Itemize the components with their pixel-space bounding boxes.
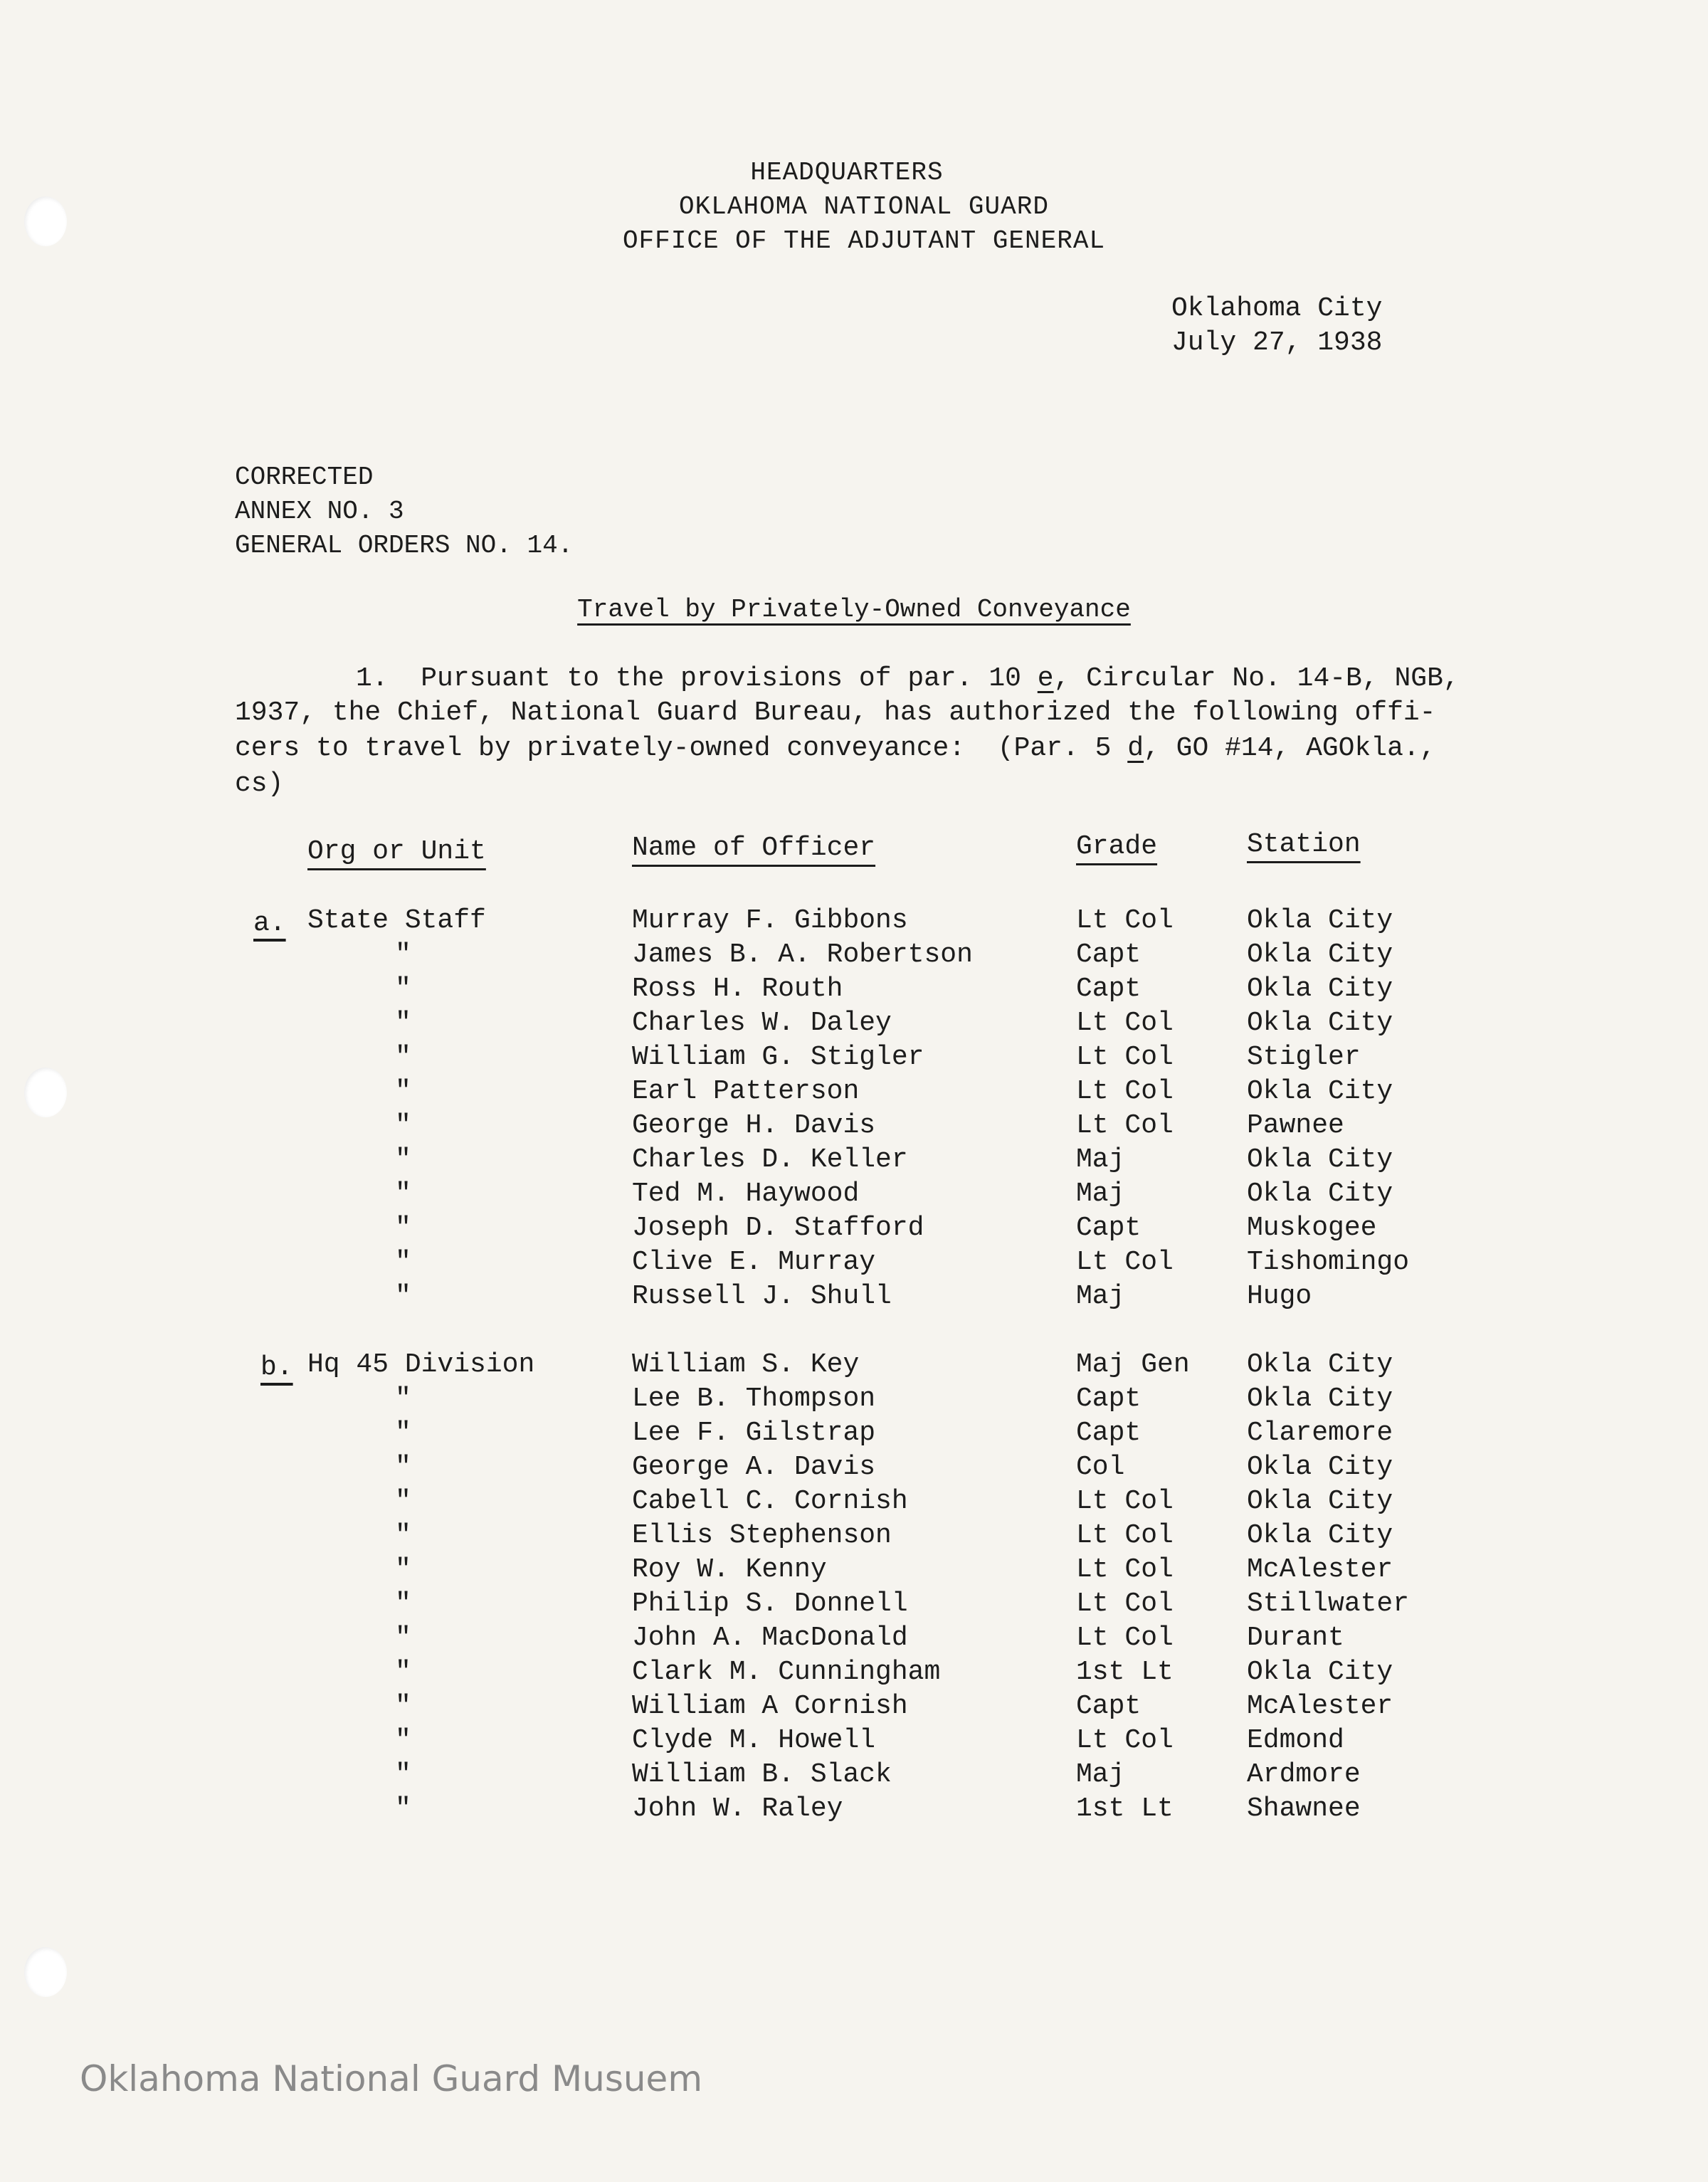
name-cell: Lee B. Thompson: [632, 1383, 876, 1414]
ditto-mark: ": [395, 1759, 411, 1790]
ditto-mark: ": [395, 974, 411, 1004]
ditto-mark: ": [395, 1691, 411, 1722]
document-title-text: Travel by Privately-Owned Conveyance: [577, 595, 1131, 624]
grade-cell: 1st Lt: [1076, 1657, 1174, 1687]
paragraph-line-4: cs): [235, 769, 284, 799]
binder-hole: [24, 1947, 67, 1997]
ditto-mark: ": [395, 1110, 411, 1141]
ditto-mark: ": [395, 1076, 411, 1107]
reference-line-3: GENERAL ORDERS NO. 14.: [235, 531, 574, 560]
station-cell: Stillwater: [1247, 1588, 1410, 1619]
paragraph-text: , Circular No. 14-B, NGB,: [1053, 663, 1460, 694]
ditto-mark: ": [395, 1486, 411, 1517]
name-cell: John W. Raley: [632, 1793, 843, 1824]
name-cell: Roy W. Kenny: [632, 1554, 827, 1585]
station-cell: Muskogee: [1247, 1213, 1377, 1243]
name-cell: Cabell C. Cornish: [632, 1486, 908, 1517]
station-cell: Okla City: [1247, 905, 1393, 936]
name-cell: John A. MacDonald: [632, 1623, 908, 1653]
grade-cell: Maj: [1076, 1179, 1125, 1209]
grade-cell: Capt: [1076, 974, 1142, 1004]
table-row: [0, 1042, 1708, 1076]
place: Oklahoma City: [1171, 293, 1383, 324]
grade-cell: Lt Col: [1076, 1076, 1174, 1107]
name-cell: Clark M. Cunningham: [632, 1657, 941, 1687]
table-row: [0, 1383, 1708, 1418]
paragraph-underlined: e: [1037, 663, 1054, 694]
ditto-mark: ": [395, 1008, 411, 1038]
name-cell: Philip S. Donnell: [632, 1588, 908, 1619]
grade-cell: Lt Col: [1076, 1588, 1174, 1619]
grade-cell: Capt: [1076, 1383, 1142, 1414]
name-cell: Ellis Stephenson: [632, 1520, 892, 1551]
grade-cell: Lt Col: [1076, 1725, 1174, 1756]
paragraph-line-3: [235, 733, 1436, 764]
reference-line-2: ANNEX NO. 3: [235, 497, 404, 526]
ditto-mark: ": [395, 1247, 411, 1277]
paragraph-text: , GO #14, AGOkla.,: [1144, 733, 1436, 764]
table-row: [0, 1623, 1708, 1657]
unit-cell: Hq 45 Division: [307, 1349, 535, 1380]
station-cell: McAlester: [1247, 1554, 1393, 1585]
table-row: [0, 1110, 1708, 1144]
name-cell: Joseph D. Stafford: [632, 1213, 924, 1243]
paragraph-text: cers to travel by privately-owned conveyance: (Par. 5: [235, 733, 1128, 764]
ditto-mark: ": [395, 1383, 411, 1414]
ditto-mark: ": [395, 1623, 411, 1653]
station-cell: Okla City: [1247, 1349, 1393, 1380]
ditto-mark: ": [395, 1725, 411, 1756]
name-cell: William A Cornish: [632, 1691, 908, 1722]
table-row: [0, 1281, 1708, 1315]
grade-cell: Maj: [1076, 1144, 1125, 1175]
table-row: [0, 1759, 1708, 1793]
table-row: [0, 1144, 1708, 1179]
station-cell: Claremore: [1247, 1418, 1393, 1448]
grade-cell: Lt Col: [1076, 1623, 1174, 1653]
station-cell: Okla City: [1247, 1383, 1393, 1414]
grade-cell: Maj: [1076, 1281, 1125, 1312]
grade-cell: Lt Col: [1076, 1042, 1174, 1072]
table-row: [0, 1588, 1708, 1623]
table-row: [0, 1008, 1708, 1042]
name-cell: William G. Stigler: [632, 1042, 924, 1072]
table-row: [0, 1486, 1708, 1520]
grade-cell: Capt: [1076, 1418, 1142, 1448]
name-cell: Charles W. Daley: [632, 1008, 892, 1038]
name-cell: George H. Davis: [632, 1110, 876, 1141]
table-row: [0, 1418, 1708, 1452]
station-cell: Okla City: [1247, 1657, 1393, 1687]
grade-cell: Lt Col: [1076, 1008, 1174, 1038]
grade-cell: Lt Col: [1076, 1520, 1174, 1551]
column-header-name: Name of Officer: [632, 833, 876, 863]
museum-watermark: Oklahoma National Guard Musuem: [80, 2058, 703, 2099]
header-line-1: HEADQUARTERS: [750, 158, 944, 187]
table-row: [0, 1076, 1708, 1110]
ditto-mark: ": [395, 1281, 411, 1312]
name-cell: Clive E. Murray: [632, 1247, 876, 1277]
name-cell: Earl Patterson: [632, 1076, 860, 1107]
name-cell: James B. A. Robertson: [632, 939, 973, 970]
column-header-unit: Org or Unit: [307, 836, 486, 867]
ditto-mark: ": [395, 1042, 411, 1072]
ditto-mark: ": [395, 1657, 411, 1687]
station-cell: Okla City: [1247, 1520, 1393, 1551]
table-row: [0, 974, 1708, 1008]
name-cell: Ted M. Haywood: [632, 1179, 860, 1209]
station-cell: McAlester: [1247, 1691, 1393, 1722]
ditto-mark: ": [395, 1179, 411, 1209]
ditto-mark: ": [395, 1452, 411, 1482]
table-row: [0, 1725, 1708, 1759]
grade-cell: Lt Col: [1076, 1486, 1174, 1517]
grade-cell: Col: [1076, 1452, 1125, 1482]
station-cell: Okla City: [1247, 1076, 1393, 1107]
station-cell: Pawnee: [1247, 1110, 1344, 1141]
paragraph-line-2: 1937, the Chief, National Guard Bureau, has authorized the following offi-: [235, 697, 1436, 728]
grade-cell: Capt: [1076, 939, 1142, 970]
ditto-mark: ": [395, 1520, 411, 1551]
ditto-mark: ": [395, 1554, 411, 1585]
ditto-mark: ": [395, 1588, 411, 1619]
ditto-mark: ": [395, 1418, 411, 1448]
station-cell: Okla City: [1247, 1144, 1393, 1175]
column-header-grade: Grade: [1076, 831, 1158, 862]
document-title: [0, 595, 1708, 624]
table-row: [0, 1349, 1708, 1383]
grade-cell: Lt Col: [1076, 1554, 1174, 1585]
grade-cell: 1st Lt: [1076, 1793, 1174, 1824]
ditto-mark: ": [395, 939, 411, 970]
paragraph-underlined: d: [1127, 733, 1144, 764]
station-cell: Hugo: [1247, 1281, 1312, 1312]
table-row: [0, 905, 1708, 939]
station-cell: Okla City: [1247, 974, 1393, 1004]
grade-cell: Lt Col: [1076, 1110, 1174, 1141]
station-cell: Stigler: [1247, 1042, 1361, 1072]
grade-cell: Lt Col: [1076, 1247, 1174, 1277]
name-cell: William S. Key: [632, 1349, 860, 1380]
station-cell: Shawnee: [1247, 1793, 1361, 1824]
station-cell: Edmond: [1247, 1725, 1344, 1756]
ditto-mark: ": [395, 1213, 411, 1243]
table-row: [0, 1247, 1708, 1281]
name-cell: Ross H. Routh: [632, 974, 843, 1004]
unit-cell: State Staff: [307, 905, 486, 936]
table-row: [0, 1691, 1708, 1725]
station-cell: Ardmore: [1247, 1759, 1361, 1790]
table-row: [0, 1179, 1708, 1213]
station-cell: Okla City: [1247, 939, 1393, 970]
station-cell: Okla City: [1247, 1486, 1393, 1517]
section-letter: b.: [260, 1352, 293, 1383]
name-cell: Lee F. Gilstrap: [632, 1418, 876, 1448]
table-row: [0, 1213, 1708, 1247]
grade-cell: Maj: [1076, 1759, 1125, 1790]
grade-cell: Maj Gen: [1076, 1349, 1190, 1380]
table-row: [0, 1452, 1708, 1486]
station-cell: Okla City: [1247, 1179, 1393, 1209]
name-cell: George A. Davis: [632, 1452, 876, 1482]
grade-cell: Capt: [1076, 1213, 1142, 1243]
station-cell: Okla City: [1247, 1008, 1393, 1038]
column-header-station: Station: [1247, 829, 1361, 860]
name-cell: Charles D. Keller: [632, 1144, 908, 1175]
table-row: [0, 1520, 1708, 1554]
name-cell: Russell J. Shull: [632, 1281, 892, 1312]
station-cell: Okla City: [1247, 1452, 1393, 1482]
date: July 27, 1938: [1171, 327, 1383, 358]
reference-line-1: CORRECTED: [235, 463, 374, 492]
station-cell: Durant: [1247, 1623, 1344, 1653]
station-cell: Tishomingo: [1247, 1247, 1410, 1277]
table-row: [0, 1554, 1708, 1588]
header-line-2: OKLAHOMA NATIONAL GUARD: [679, 192, 1049, 221]
name-cell: William B. Slack: [632, 1759, 892, 1790]
table-row: [0, 1793, 1708, 1828]
table-row: [0, 939, 1708, 974]
paragraph-line-1: [356, 663, 1460, 694]
table-row: [0, 1657, 1708, 1691]
name-cell: Clyde M. Howell: [632, 1725, 876, 1756]
ditto-mark: ": [395, 1144, 411, 1175]
grade-cell: Lt Col: [1076, 905, 1174, 936]
name-cell: Murray F. Gibbons: [632, 905, 908, 936]
section-letter: a.: [253, 908, 286, 939]
grade-cell: Capt: [1076, 1691, 1142, 1722]
ditto-mark: ": [395, 1793, 411, 1824]
header-line-3: OFFICE OF THE ADJUTANT GENERAL: [622, 226, 1106, 255]
paragraph-text: 1. Pursuant to the provisions of par. 10: [356, 663, 1038, 694]
